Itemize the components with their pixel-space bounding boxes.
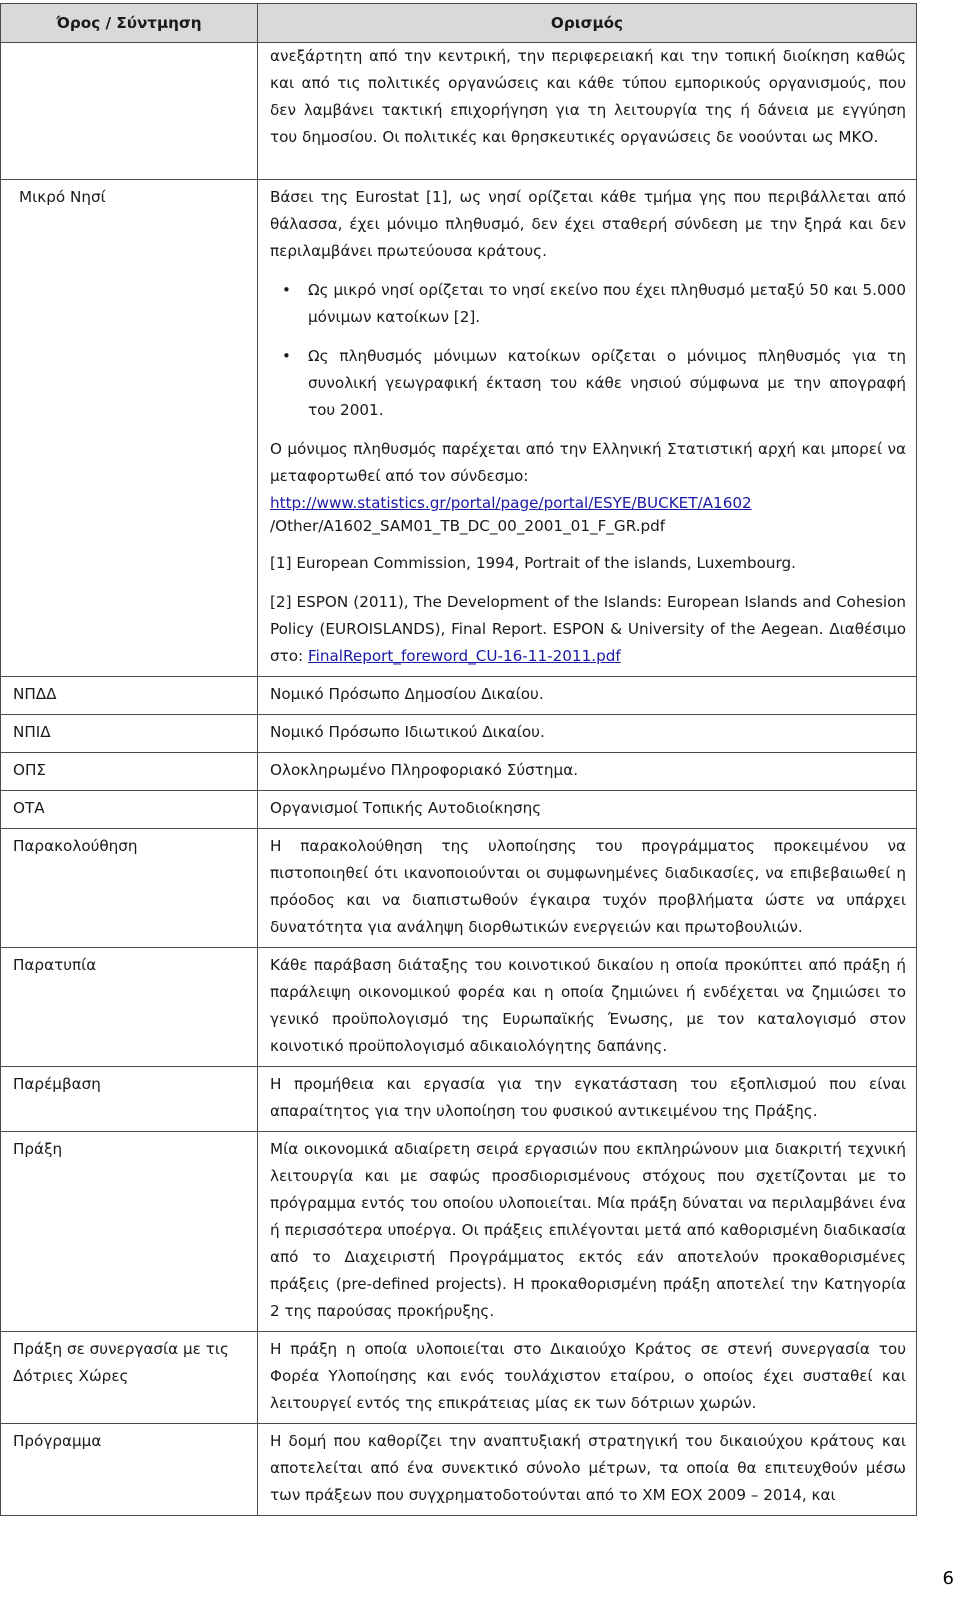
definition-cell: Η δομή που καθορίζει την αναπτυξιακή στρατηγική του δικαιούχου κράτους και αποτελείται από ένα συνεκτικό σύνολο μέτρων, τα οποία θα επιτευχθούν μέσω των πράξεων που συγχρηματοδοτούνται από το ΧΜ ΕΟΧ 2009 – 2014, και — [258, 1424, 917, 1516]
definition-text: ανεξάρτητη από την κεντρική, την περιφερειακή και την τοπική διοίκηση καθώς και από τις πολιτικές οργανώσεις και κάθε τύπου εμπορικούς οργανισμούς, που δεν λαμβάνει τακτική επιχορήγηση για τη λειτουργία της ή δάνεια με εγγύηση του δημοσίου. Οι πολιτικές και θρησκευτικές οργανώσεις δε νοούνται ως ΜΚΟ. — [270, 47, 906, 146]
term-cell: Παρέμβαση — [1, 1067, 258, 1132]
list-item: • Ως πληθυσμός μόνιμων κατοίκων ορίζεται ο μόνιμος πληθυσμός για τη συνολική γεωγραφική έκταση του κάθε νησιού σύμφωνα με την απογραφή του 2001. — [308, 343, 906, 424]
term-cell: Πρόγραμμα — [1, 1424, 258, 1516]
statistics-link[interactable]: http://www.statistics.gr/portal/page/portal/ESYE/BUCKET/A1602 — [270, 494, 752, 512]
table-row — [1, 753, 917, 791]
term-cell: ΝΠΙΔ — [1, 715, 258, 753]
table-row — [1, 180, 917, 677]
definition-cell: Η πράξη η οποία υλοποιείται στο Δικαιούχο Κράτος σε στενή συνεργασία του Φορέα Υλοποίησης και ενός τουλάχιστον εταίρου, ο οποίος έχει συσταθεί και λειτουργεί εντός της επικράτειας μίας εκ των δότριων χωρών. — [258, 1332, 917, 1424]
term-cell: Πράξη σε συνεργασία με τις Δότριες Χώρες — [1, 1332, 258, 1424]
island-bullet-list — [270, 277, 906, 424]
reference-2: [2] ESPON (2011), The Development of the Islands: European Islands and Cohesion Policy (EUROISLANDS), Final Report. ESPON & University of the Aegean. Διαθέσιμο στο: FinalReport_foreword_CU-16-11-2011.pdf — [270, 593, 906, 665]
definition-cell: Νομικό Πρόσωπο Ιδιωτικού Δικαίου. — [258, 715, 917, 753]
header-definition: Ορισμός — [258, 4, 917, 43]
glossary-table — [0, 3, 917, 1516]
table-row — [1, 1132, 917, 1332]
definition-cell: Ολοκληρωμένο Πληροφοριακό Σύστημα. — [258, 753, 917, 791]
term-cell: ΟΠΣ — [1, 753, 258, 791]
header-term: Όρος / Σύντμηση — [1, 4, 258, 43]
island-source-text: Ο μόνιμος πληθυσμός παρέχεται από την Ελληνική Στατιστική αρχή και μπορεί να μεταφορτωθεί από τον σύνδεσμο: http://www.statistics.gr/portal/page/portal/ESYE/BUCKET/A1602 /Other/A1602_SAM01_TB_DC_00_2001_01_F_GR.pdf — [270, 436, 906, 538]
term-cell: ΟΤΑ — [1, 791, 258, 829]
page-number: 6 — [942, 1568, 954, 1589]
definition-cell: Η προμήθεια και εργασία για την εγκατάσταση του εξοπλισμού που είναι απαραίτητος για την υλοποίηση του φυσικού αντικειμένου της Πράξης. — [258, 1067, 917, 1132]
statistics-link-continuation: /Other/A1602_SAM01_TB_DC_00_2001_01_F_GR.pdf — [270, 517, 666, 535]
table-row — [1, 791, 917, 829]
table-row — [1, 1332, 917, 1424]
table-header-row — [1, 4, 917, 43]
island-intro: Βάσει της Eurostat [1], ως νησί ορίζεται κάθε τμήμα γης που περιβάλλεται από θάλασσα, έχει μόνιμο πληθυσμό, δεν έχει σταθερή σύνδεση με την ξηρά και δεν περιλαμβάνει πρωτεύουσα κράτους. — [270, 188, 906, 260]
table-row — [1, 43, 917, 180]
table-row — [1, 1424, 917, 1516]
table-row — [1, 1067, 917, 1132]
term-cell: Παρακολούθηση — [1, 829, 258, 948]
term-cell: Πράξη — [1, 1132, 258, 1332]
term-cell: Παρατυπία — [1, 948, 258, 1067]
term-text: Μικρό Νησί — [19, 188, 106, 206]
definition-cell — [258, 43, 917, 180]
term-cell: ΝΠΔΔ — [1, 677, 258, 715]
reference-1: [1] European Commission, 1994, Portrait of the islands, Luxembourg. — [270, 554, 796, 572]
definition-cell — [258, 180, 917, 677]
definition-cell: Οργανισμοί Τοπικής Αυτοδιοίκησης — [258, 791, 917, 829]
table-row — [1, 677, 917, 715]
definition-cell: Η παρακολούθηση της υλοποίησης του προγράμματος προκειμένου να πιστοποιηθεί ότι ικανοποιούνται οι συμφωνημένες διαδικασίες, να επιβεβαιωθεί η πρόοδος και να διαπιστωθούν έγκαιρα τυχόν προβλήματα ώστε να υπάρχει δυνατότητα για ανάληψη διορθωτικών ενεργειών και πρωτοβουλιών. — [258, 829, 917, 948]
table-row — [1, 829, 917, 948]
term-cell — [1, 180, 258, 677]
definition-cell: Νομικό Πρόσωπο Δημοσίου Δικαίου. — [258, 677, 917, 715]
list-item: • Ως μικρό νησί ορίζεται το νησί εκείνο που έχει πληθυσμό μεταξύ 50 και 5.000 μόνιμων κατοίκων [2]. — [308, 277, 906, 331]
table-row — [1, 948, 917, 1067]
definition-cell: Μία οικονομικά αδιαίρετη σειρά εργασιών που εκπληρώνουν μια διακριτή τεχνική λειτουργία και με σαφώς προσδιορισμένους στόχους που σχετίζονται με το πρόγραμμα εντός του οποίου υλοποιείται. Μία πράξη δύναται να περιλαμβάνει ένα ή περισσότερα υποέργα. Οι πράξεις επιλέγονται μετά από καθορισμένη διαδικασία από το Διαχειριστή Προγράμματος εκτός εάν αποτελούν προκαθορισμένες πράξεις (pre-defined projects). Η προκαθορισμένη πράξη αποτελεί την Κατηγορία 2 της παρούσας προκήρυξης. — [258, 1132, 917, 1332]
espon-report-link[interactable]: FinalReport_foreword_CU-16-11-2011.pdf — [308, 647, 621, 665]
definition-cell: Κάθε παράβαση διάταξης του κοινοτικού δικαίου η οποία προκύπτει από πράξη ή παράλειψη οικονομικού φορέα και η οποία ζημιώνει ή ενδέχεται να ζημιώσει το γενικό προϋπολογισμό της Ευρωπαϊκής Ένωσης, με τον καταλογισμό στον κοινοτικό προϋπολογισμό αδικαιολόγητης δαπάνης. — [258, 948, 917, 1067]
table-row — [1, 715, 917, 753]
term-cell — [1, 43, 258, 180]
